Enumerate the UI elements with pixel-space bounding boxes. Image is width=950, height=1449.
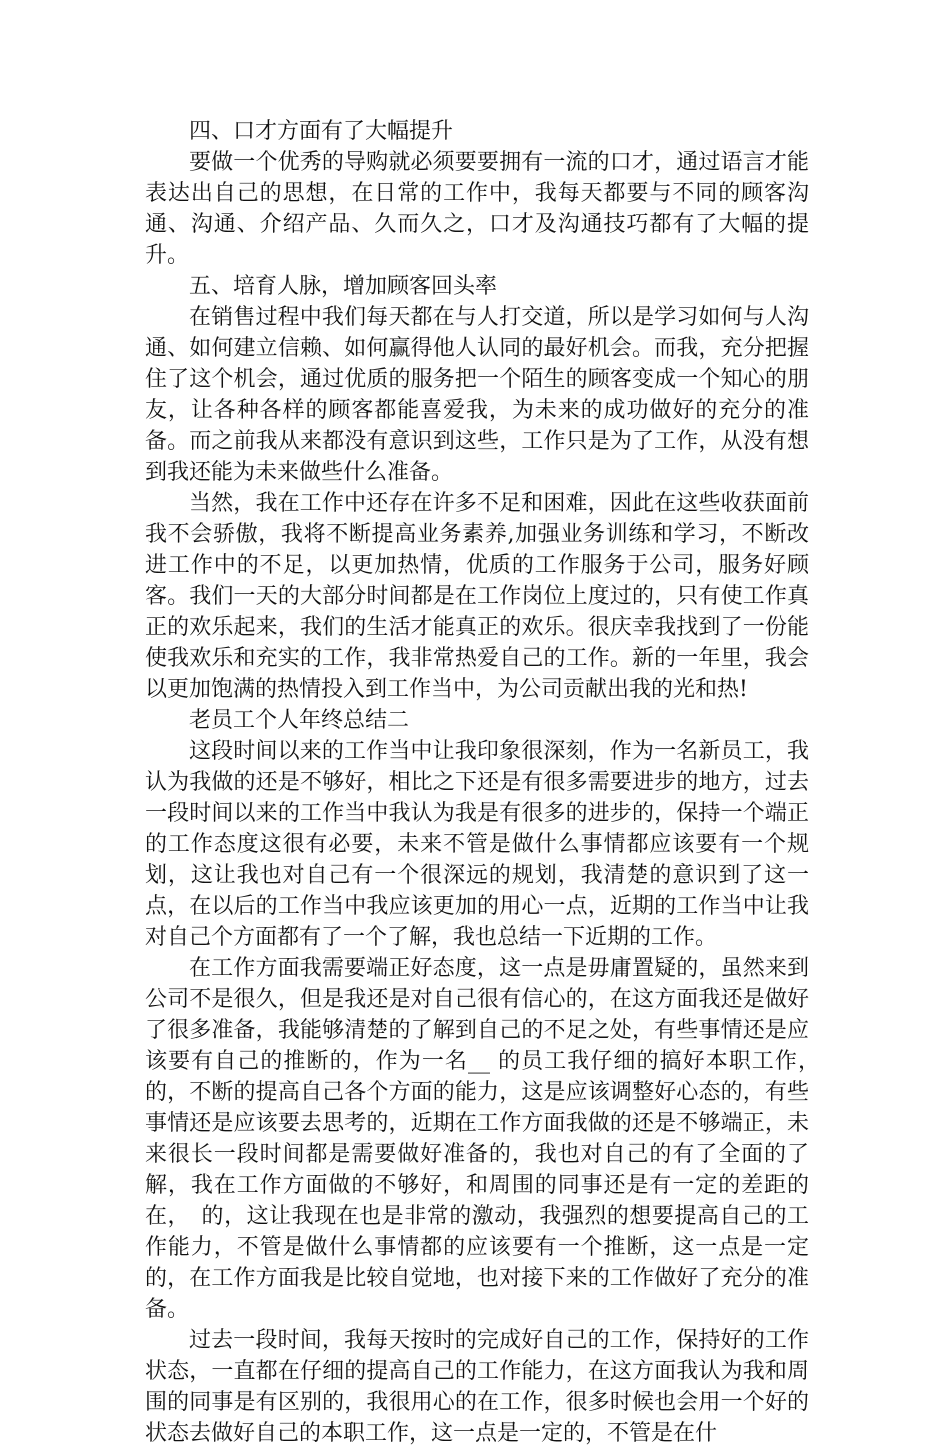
document-subtitle: 老员工个人年终总结二 [189,708,410,733]
paragraph-kou-cai: 要做一个优秀的导购就必须要要拥有一流的口才，通过语言才能表达出自己的思想，在日常的工作中，我每天都要与不同的顾客沟通、沟通、介绍产品、久而久之，口才及沟通技巧都有了大幅的提升。 [145,150,809,268]
paragraph-dang-ran: 当然，我在工作中还存在许多不足和困难，因此在这些收获面前我不会骄傲，我将不断提高业务素养,加强业务训练和学习，不断改进工作中的不足，以更加热情，优质的工作服务于公司，服务好顾客。我们一天的大部分时间都是在工作岗位上度过的，只有使工作真正的欢乐起来，我们的生活才能真正的欢乐。很庆幸我找到了一份能使我欢乐和充实的工作，我非常热爱自己的工作。新的一年里，我会以更加饱满的热情投入到工作当中，为公司贡献出我的光和热! [145,491,809,702]
paragraph-zhe-duan-shi-jian: 这段时间以来的工作当中让我印象很深刻，作为一名新员工，我认为我做的还是不够好，相比之下还是有很多需要进步的地方，过去一段时间以来的工作当中我认为我是有很多的进步的，保持一个端正的工作态度这很有必要，未来不管是做什么事情都应该要有一个规划，这让我也对自己有一个很深远的规划，我清楚的意识到了这一点，在以后的工作当中我应该更加的用心一点，近期的工作当中让我对自己个方面都有了一个了解，我也总结一下近期的工作。 [145,739,809,950]
section-heading-ren-mai: 五、培育人脉，增加顾客回头率 [189,274,498,299]
paragraph-guo-qu: 过去一段时间，我每天按时的完成好自己的工作，保持好的工作状态，一直都在仔细的提高自己的工作能力，在这方面我认为我和周围的同事是有区别的，我很用心的在工作，很多时候也会用一个好的状态去做好自己的本职工作，这一点是一定的，不管是在什 [145,1328,809,1446]
section-heading-kou-cai: 四、口才方面有了大幅提升 [189,119,454,144]
document-page [145,116,832,1449]
paragraph-gong-zuo-fang-mian: 在工作方面我需要端正好态度，这一点是毋庸置疑的，虽然来到公司不是很久，但是我还是对自己很有信心的，在这方面我还是做好了很多准备，我能够清楚的了解到自己的不足之处，有些事情还是应该要有自己的推断的，作为一名__ 的员工我仔细的搞好本职工作， 的，不断的提高自己各个方面的能力，这是应该调整好心态的，有些事情还是应该要去思考的，近期在工作方面我做的还是不够端正，未来很长一段时间都是需要做好准备的，我也对自己的有了全面的了解，我在工作方面做的不够好，和周围的同事还是有一定的差距的在， 的，这让我现在也是非常的激动，我强烈的想要提高自己的工作能力，不管是做什么事情都的应该要有一个推断，这一点是一定的，在工作方面我是比较自觉地，也对接下来的工作做好了充分的准备。 [145,956,832,1322]
paragraph-ren-mai: 在销售过程中我们每天都在与人打交道，所以是学习如何与人沟通、如何建立信赖、如何赢得他人认同的最好机会。而我，充分把握住了这个机会，通过优质的服务把一个陌生的顾客变成一个知心的朋友，让各种各样的顾客都能喜爱我，为未来的成功做好的充分的准备。而之前我从来都没有意识到这些，工作只是为了工作，从没有想到我还能为未来做些什么准备。 [145,305,809,485]
